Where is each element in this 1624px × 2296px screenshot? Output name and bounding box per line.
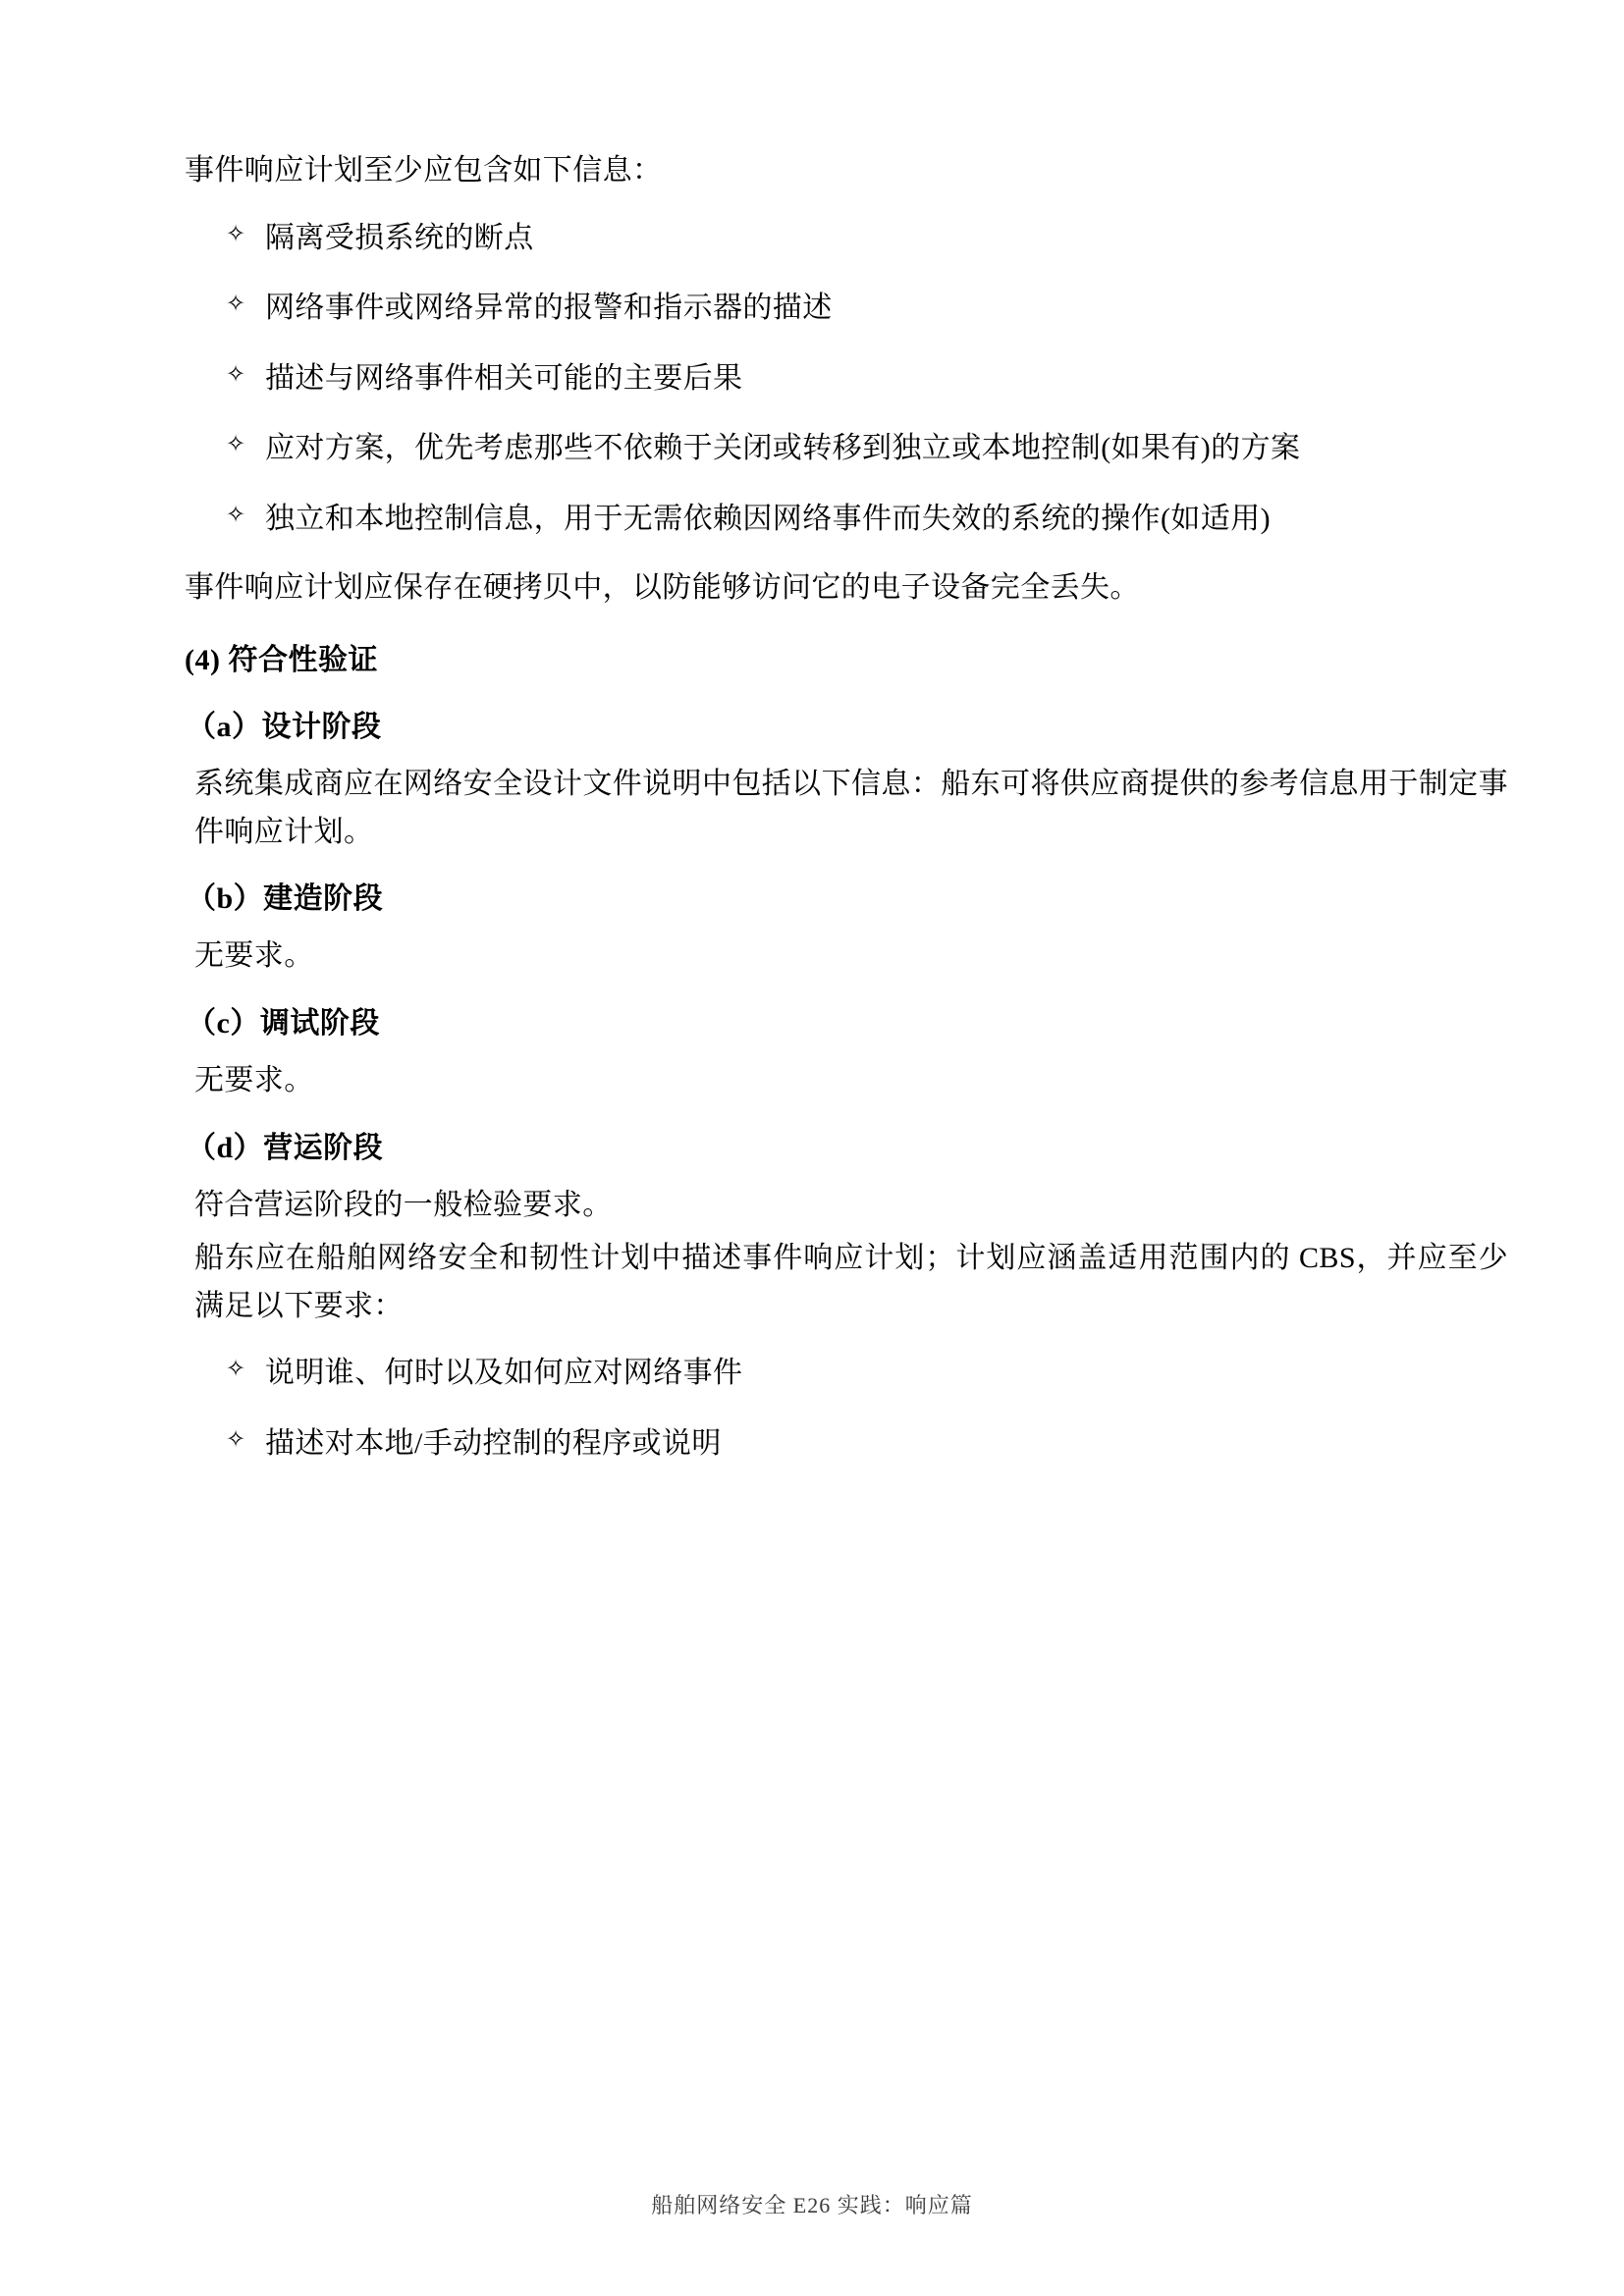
diamond-bullet-icon: ✧ [226, 432, 246, 458]
list-item-text: 描述对本地/手动控制的程序或说明 [265, 1426, 722, 1460]
hardcopy-paragraph: 事件响应计划应保存在硬拷贝中，以防能够访问它的电子设备完全丢失。 [185, 570, 1140, 604]
diamond-bullet-icon: ✧ [226, 1426, 246, 1453]
subsection-heading-design: （a）设计阶段 [187, 711, 382, 744]
list-item-text: 描述与网络事件相关可能的主要后果 [265, 361, 743, 395]
list-item-text: 网络事件或网络异常的报警和指示器的描述 [265, 292, 833, 325]
list-item [169, 1348, 1508, 1399]
diamond-bullet-icon: ✧ [226, 1357, 246, 1383]
list-item [169, 1418, 1508, 1469]
list-item [169, 494, 1508, 545]
subsection-body-design: 系统集成商应在网络安全设计文件说明中包括以下信息：船东可将供应商提供的参考信息用于制定事件响应计划。 [194, 768, 1508, 848]
diamond-bullet-icon: ✧ [226, 502, 246, 528]
diamond-bullet-icon: ✧ [226, 292, 246, 318]
list-item-text: 独立和本地控制信息，用于无需依赖因网络事件而失效的系统的操作(如适用) [265, 502, 1271, 535]
list-item [169, 283, 1508, 334]
subsection-body-construction: 无要求。 [194, 939, 314, 973]
list-item [169, 423, 1508, 474]
subsection-heading-construction: （b）建造阶段 [187, 882, 384, 916]
list-item-text: 应对方案，优先考虑那些不依赖于关闭或转移到独立或本地控制(如果有)的方案 [265, 432, 1301, 465]
diamond-bullet-icon: ✧ [226, 361, 246, 388]
closing-bullet-list [169, 1348, 1508, 1468]
list-item-text: 隔离受损系统的断点 [265, 221, 534, 254]
section-heading-compliance: (4) 符合性验证 [185, 644, 378, 677]
subsection-heading-operation: （d）营运阶段 [187, 1131, 384, 1164]
intro-paragraph: 事件响应计划至少应包含如下信息： [185, 154, 663, 187]
closing-paragraph: 船东应在船舶网络安全和韧性计划中描述事件响应计划；计划应涵盖适用范围内的 CBS，并应至少满足以下要求： [194, 1242, 1508, 1322]
subsection-body-operation: 符合营运阶段的一般检验要求。 [194, 1188, 613, 1221]
subsection-heading-commissioning: （c）调试阶段 [187, 1006, 380, 1040]
diamond-bullet-icon: ✧ [226, 221, 246, 247]
list-item [169, 353, 1508, 404]
subsection-body-commissioning: 无要求。 [194, 1063, 314, 1096]
page-footer: 船舶网络安全 E26 实践：响应篇 [651, 2193, 973, 2217]
list-item [169, 213, 1508, 264]
intro-bullet-list [169, 213, 1508, 545]
list-item-text: 说明谁、何时以及如何应对网络事件 [265, 1357, 743, 1390]
